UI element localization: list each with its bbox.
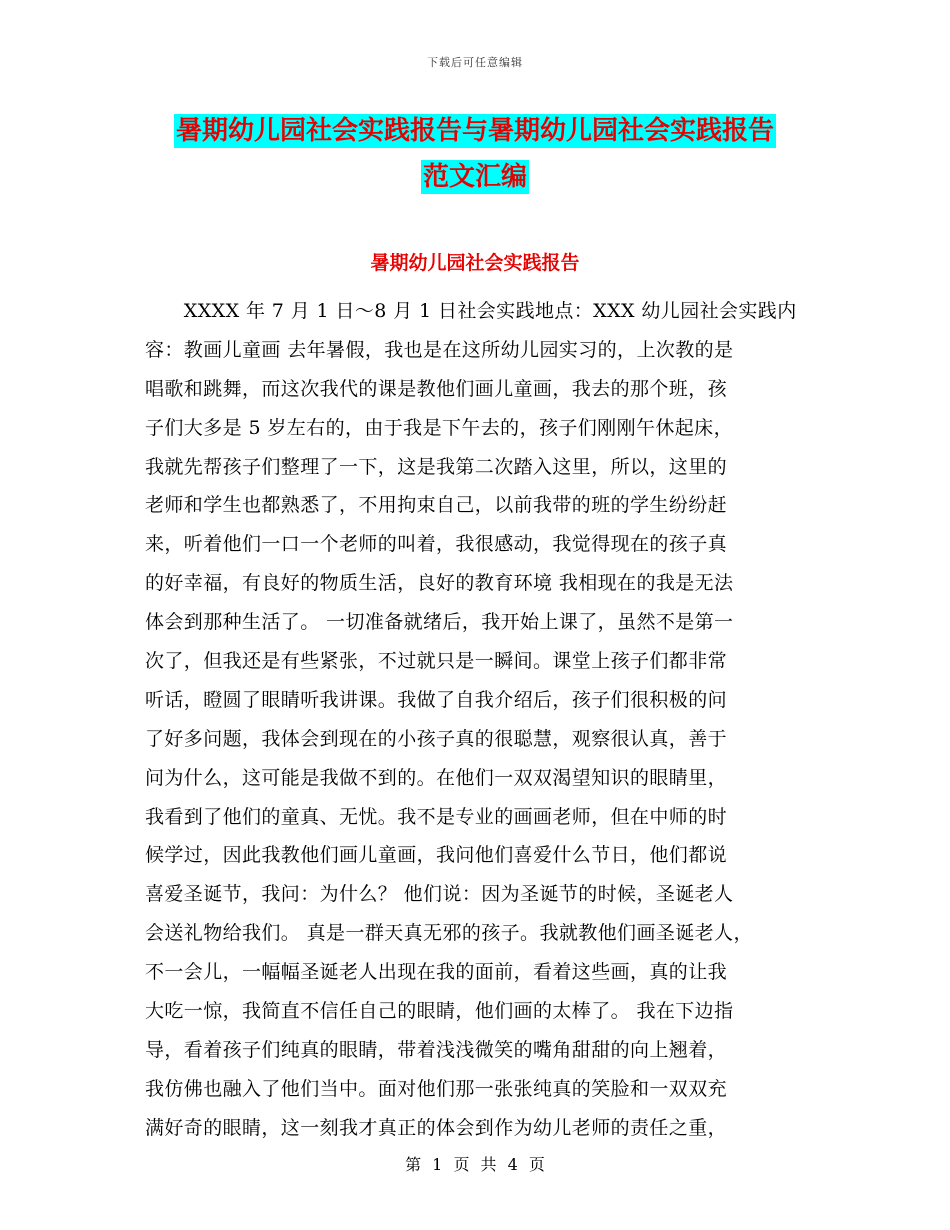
body-line: 的好幸福，有良好的物质生活，良好的教育环境 我相现在的我是无法	[145, 572, 734, 595]
document-title-line-1: 暑期幼儿园社会实践报告与暑期幼儿园社会实践报告	[175, 116, 774, 146]
document-title	[0, 108, 950, 200]
body-line: 了好多问题，我体会到现在的小孩子真的很聪慧，观察很认真，善于	[145, 727, 728, 750]
body-line: 会送礼物给我们。 真是一群天真无邪的孩子。我就教他们画圣诞老人，	[145, 922, 753, 945]
body-line: 满好奇的眼睛，这一刻我才真正的体会到作为幼儿老师的责任之重，	[145, 1116, 728, 1139]
body-line: 次了，但我还是有些紧张，不过就只是一瞬间。课堂上孩子们都非常	[145, 650, 728, 673]
section-title: 暑期幼儿园社会实践报告	[370, 252, 580, 274]
body-line: 听话，瞪圆了眼睛听我讲课。我做了自我介绍后，孩子们很积极的问	[145, 688, 728, 711]
body-line: 唱歌和跳舞，而这次我代的课是教他们画儿童画，我去的那个班，孩	[145, 377, 728, 400]
page-number-footer: 第 1 页 共 4 页	[405, 1155, 545, 1174]
document-title-line-2: 范文汇编	[422, 162, 527, 192]
body-line: 子们大多是 5 岁左右的，由于我是下午去的，孩子们刚刚午休起床，	[145, 416, 733, 439]
body-line: 问为什么，这可能是我做不到的。在他们一双双渴望知识的眼睛里，	[145, 766, 728, 789]
body-line: 老师和学生也都熟悉了，不用拘束自己，以前我带的班的学生纷纷赶	[145, 494, 728, 517]
body-text	[145, 292, 815, 1148]
body-line: 容：教画儿童画 去年暑假，我也是在这所幼儿园实习的，上次教的是	[145, 338, 734, 361]
body-line: 我看到了他们的童真、无忧。我不是专业的画画老师，但在中师的时	[145, 805, 728, 828]
body-line: 我仿佛也融入了他们当中。面对他们那一张张纯真的笑脸和一双双充	[145, 1077, 728, 1100]
body-line: 喜爱圣诞节，我问：为什么？ 他们说：因为圣诞节的时候，圣诞老人	[145, 883, 734, 906]
body-line: 来，听着他们一口一个老师的叫着，我很感动，我觉得现在的孩子真	[145, 533, 728, 556]
body-line: 候学过，因此我教他们画儿童画，我问他们喜爱什么节日，他们都说	[145, 844, 728, 867]
body-line: 导，看着孩子们纯真的眼睛，带着浅浅微笑的嘴角甜甜的向上翘着，	[145, 1038, 728, 1061]
header-note: 下载后可任意编辑	[427, 56, 523, 69]
body-line: 体会到那种生活了。 一切准备就绪后，我开始上课了，虽然不是第一	[145, 611, 734, 634]
body-line: 我就先帮孩子们整理了一下，这是我第二次踏入这里，所以，这里的	[145, 455, 728, 478]
body-line: XXXX 年 7 月 1 日～8 月 1 日社会实践地点：XXX 幼儿园社会实践内	[145, 300, 797, 322]
body-line: 大吃一惊，我简直不信任自己的眼睛，他们画的太棒了。 我在下边指	[145, 1000, 734, 1023]
body-line: 不一会儿，一幅幅圣诞老人出现在我的面前，看着这些画，真的让我	[145, 961, 728, 984]
